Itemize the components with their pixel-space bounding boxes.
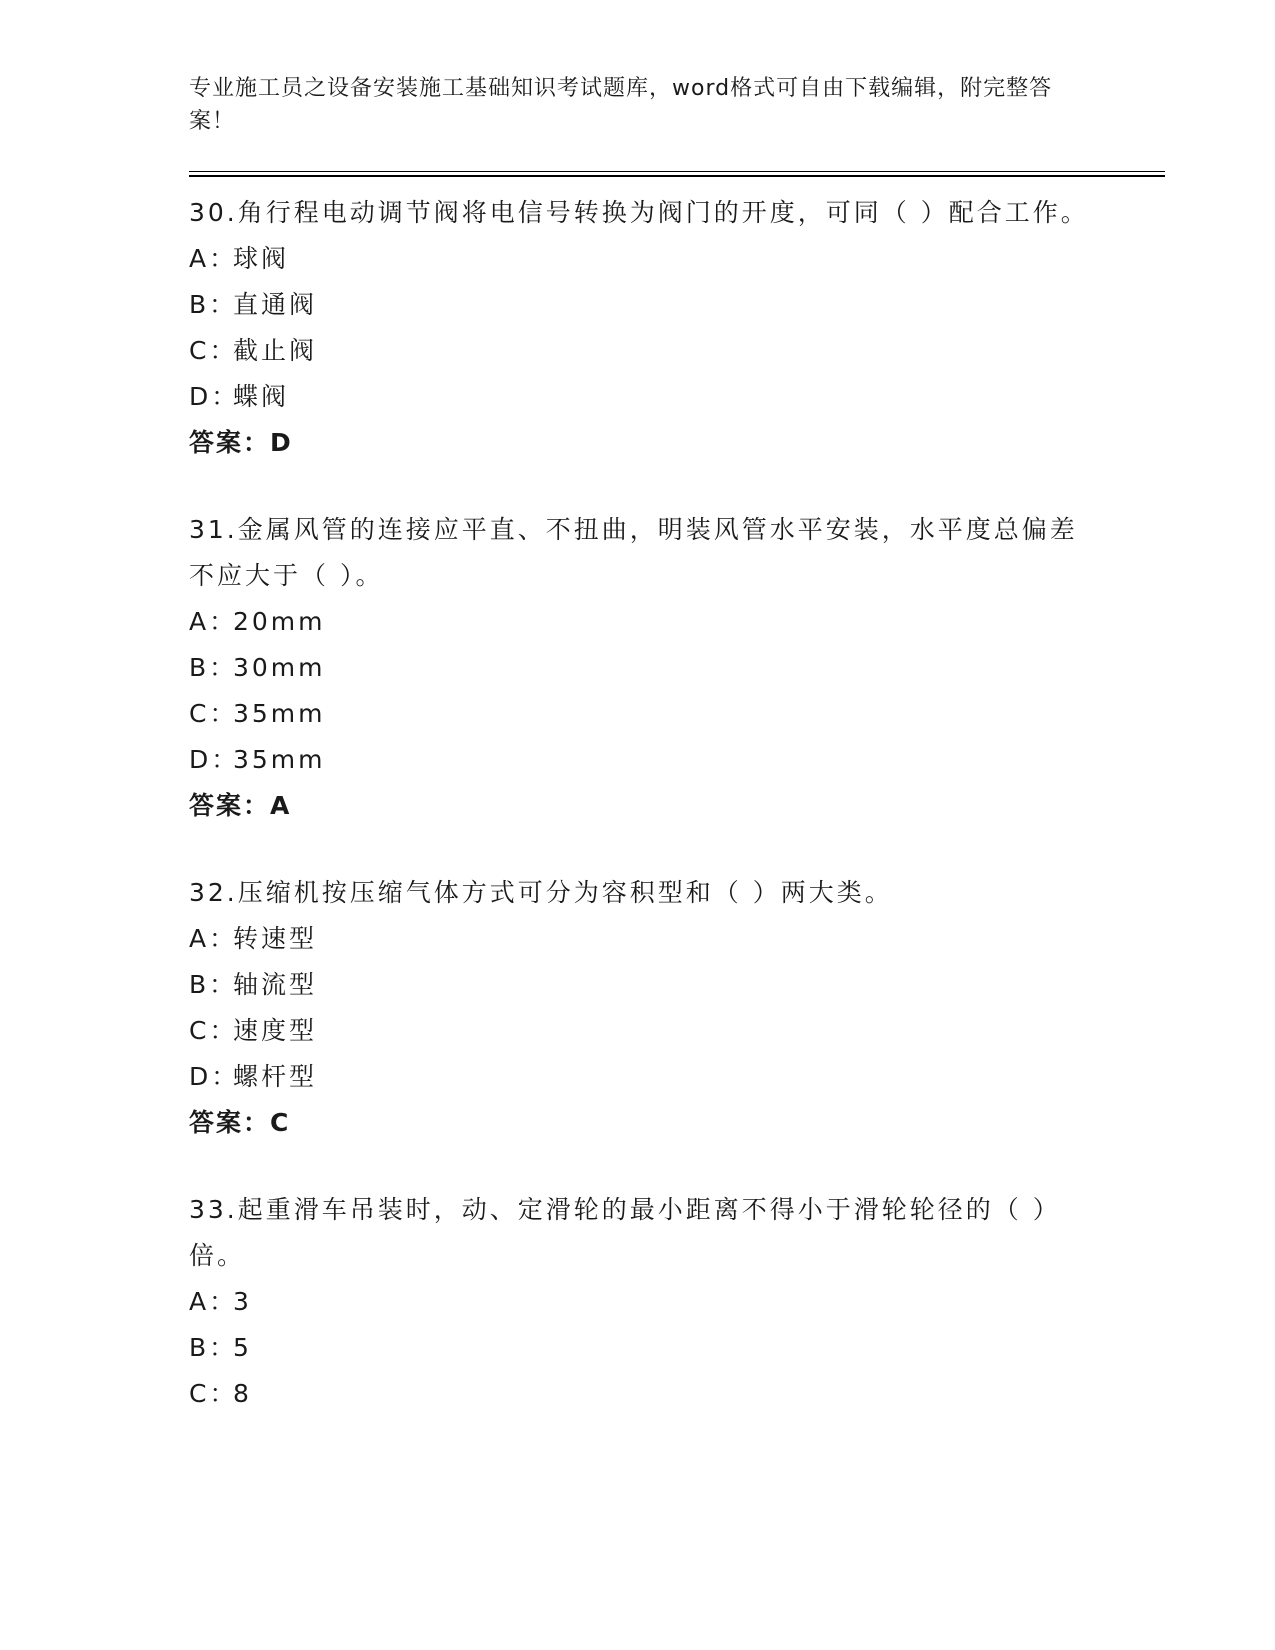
question-33 (189, 1187, 1089, 1417)
option-text: 转速型 (233, 924, 318, 953)
option-letter: A： (189, 607, 238, 636)
option-b (189, 962, 1089, 1008)
question-text: 32.压缩机按压缩气体方式可分为容积型和（ ）两大类。 (189, 878, 893, 907)
answer-value: C (270, 1108, 291, 1137)
option-d (189, 737, 1089, 783)
option-text: 3 (233, 1287, 252, 1316)
answer-label: 答案： (189, 428, 271, 457)
option-text: 35mm (233, 699, 326, 728)
option-c (189, 691, 1089, 737)
option-b (189, 1325, 1089, 1371)
option-text: 30mm (233, 653, 326, 682)
option-text: 5 (233, 1333, 252, 1362)
option-letter: B： (189, 290, 238, 319)
option-c (189, 1371, 1089, 1417)
option-a (189, 1279, 1089, 1325)
option-letter: B： (189, 653, 238, 682)
question-text: 30.角行程电动调节阀将电信号转换为阀门的开度，可同（ ）配合工作。 (189, 198, 1089, 227)
option-letter: D： (189, 1062, 240, 1091)
option-text: 球阀 (233, 244, 290, 273)
option-text: 轴流型 (233, 970, 318, 999)
option-letter: C： (189, 336, 238, 365)
option-text: 35mm (233, 745, 326, 774)
option-letter: A： (189, 924, 238, 953)
header-divider-thin (189, 171, 1165, 172)
document-header: 专业施工员之设备安装施工基础知识考试题库，word格式可自由下载编辑，附完整答案！ (189, 76, 1053, 134)
option-a (189, 599, 1089, 645)
option-b (189, 282, 1089, 328)
option-d (189, 1054, 1089, 1100)
answer-line (189, 783, 1089, 829)
option-text: 8 (233, 1379, 252, 1408)
header-divider-thick (189, 175, 1165, 177)
question-text: 31.金属风管的连接应平直、不扭曲，明装风管水平安装，水平度总偏差不应大于（ ）。 (189, 515, 1078, 590)
option-letter: A： (189, 244, 238, 273)
option-letter: B： (189, 970, 238, 999)
option-letter: D： (189, 745, 240, 774)
question-31 (189, 507, 1089, 829)
question-30 (189, 190, 1089, 466)
option-text: 截止阀 (233, 336, 318, 365)
option-text: 螺杆型 (233, 1062, 318, 1091)
option-text: 速度型 (233, 1016, 318, 1045)
question-text: 33.起重滑车吊装时，动、定滑轮的最小距离不得小于滑轮轮径的（ ）倍。 (189, 1195, 1061, 1270)
option-letter: C： (189, 1016, 238, 1045)
answer-label: 答案： (189, 1108, 271, 1137)
option-letter: B： (189, 1333, 238, 1362)
option-d (189, 374, 1089, 420)
answer-line (189, 420, 1089, 466)
option-letter: A： (189, 1287, 238, 1316)
question-32 (189, 870, 1089, 1146)
answer-line (189, 1100, 1089, 1146)
option-letter: D： (189, 382, 240, 411)
option-c (189, 328, 1089, 374)
option-text: 直通阀 (233, 290, 318, 319)
option-text: 蝶阀 (233, 382, 290, 411)
question-list (189, 190, 1089, 1458)
option-a (189, 236, 1089, 282)
option-letter: C： (189, 1379, 238, 1408)
option-letter: C： (189, 699, 238, 728)
option-b (189, 645, 1089, 691)
answer-value: A (270, 791, 292, 820)
option-c (189, 1008, 1089, 1054)
option-a (189, 916, 1089, 962)
option-text: 20mm (233, 607, 326, 636)
answer-value: D (270, 428, 293, 457)
answer-label: 答案： (189, 791, 271, 820)
